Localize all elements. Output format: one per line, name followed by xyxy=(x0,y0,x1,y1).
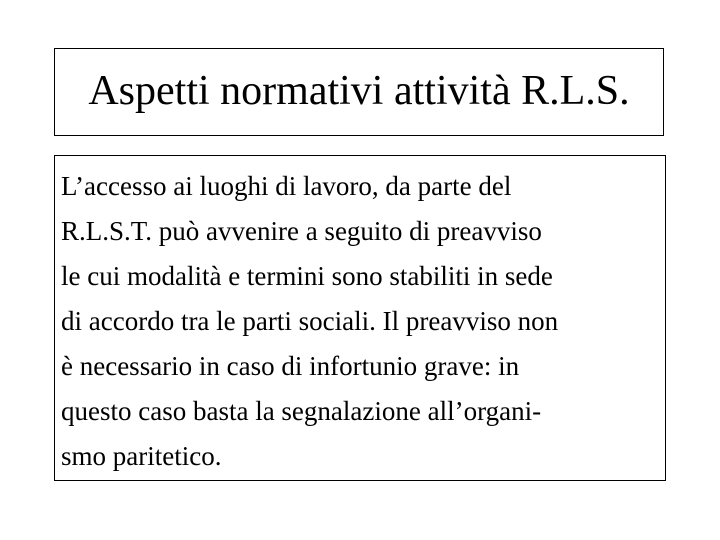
body-text-box xyxy=(54,155,666,481)
body-line: di accordo tra le parti sociali. Il preavviso non xyxy=(61,306,559,336)
body-line: smo paritetico. xyxy=(61,441,222,471)
body-line: R.L.S.T. può avvenire a seguito di preavviso xyxy=(61,216,542,246)
body-line: questo caso basta la segnalazione all’organi- xyxy=(61,396,542,426)
title-box xyxy=(54,48,664,136)
slide-title: Aspetti normativi attività R.L.S. xyxy=(88,68,630,114)
body-line: L’accesso ai luoghi di lavoro, da parte del xyxy=(61,171,512,201)
body-line: le cui modalità e termini sono stabiliti in sede xyxy=(61,261,553,291)
body-line: è necessario in caso di infortunio grave: in xyxy=(61,351,520,381)
